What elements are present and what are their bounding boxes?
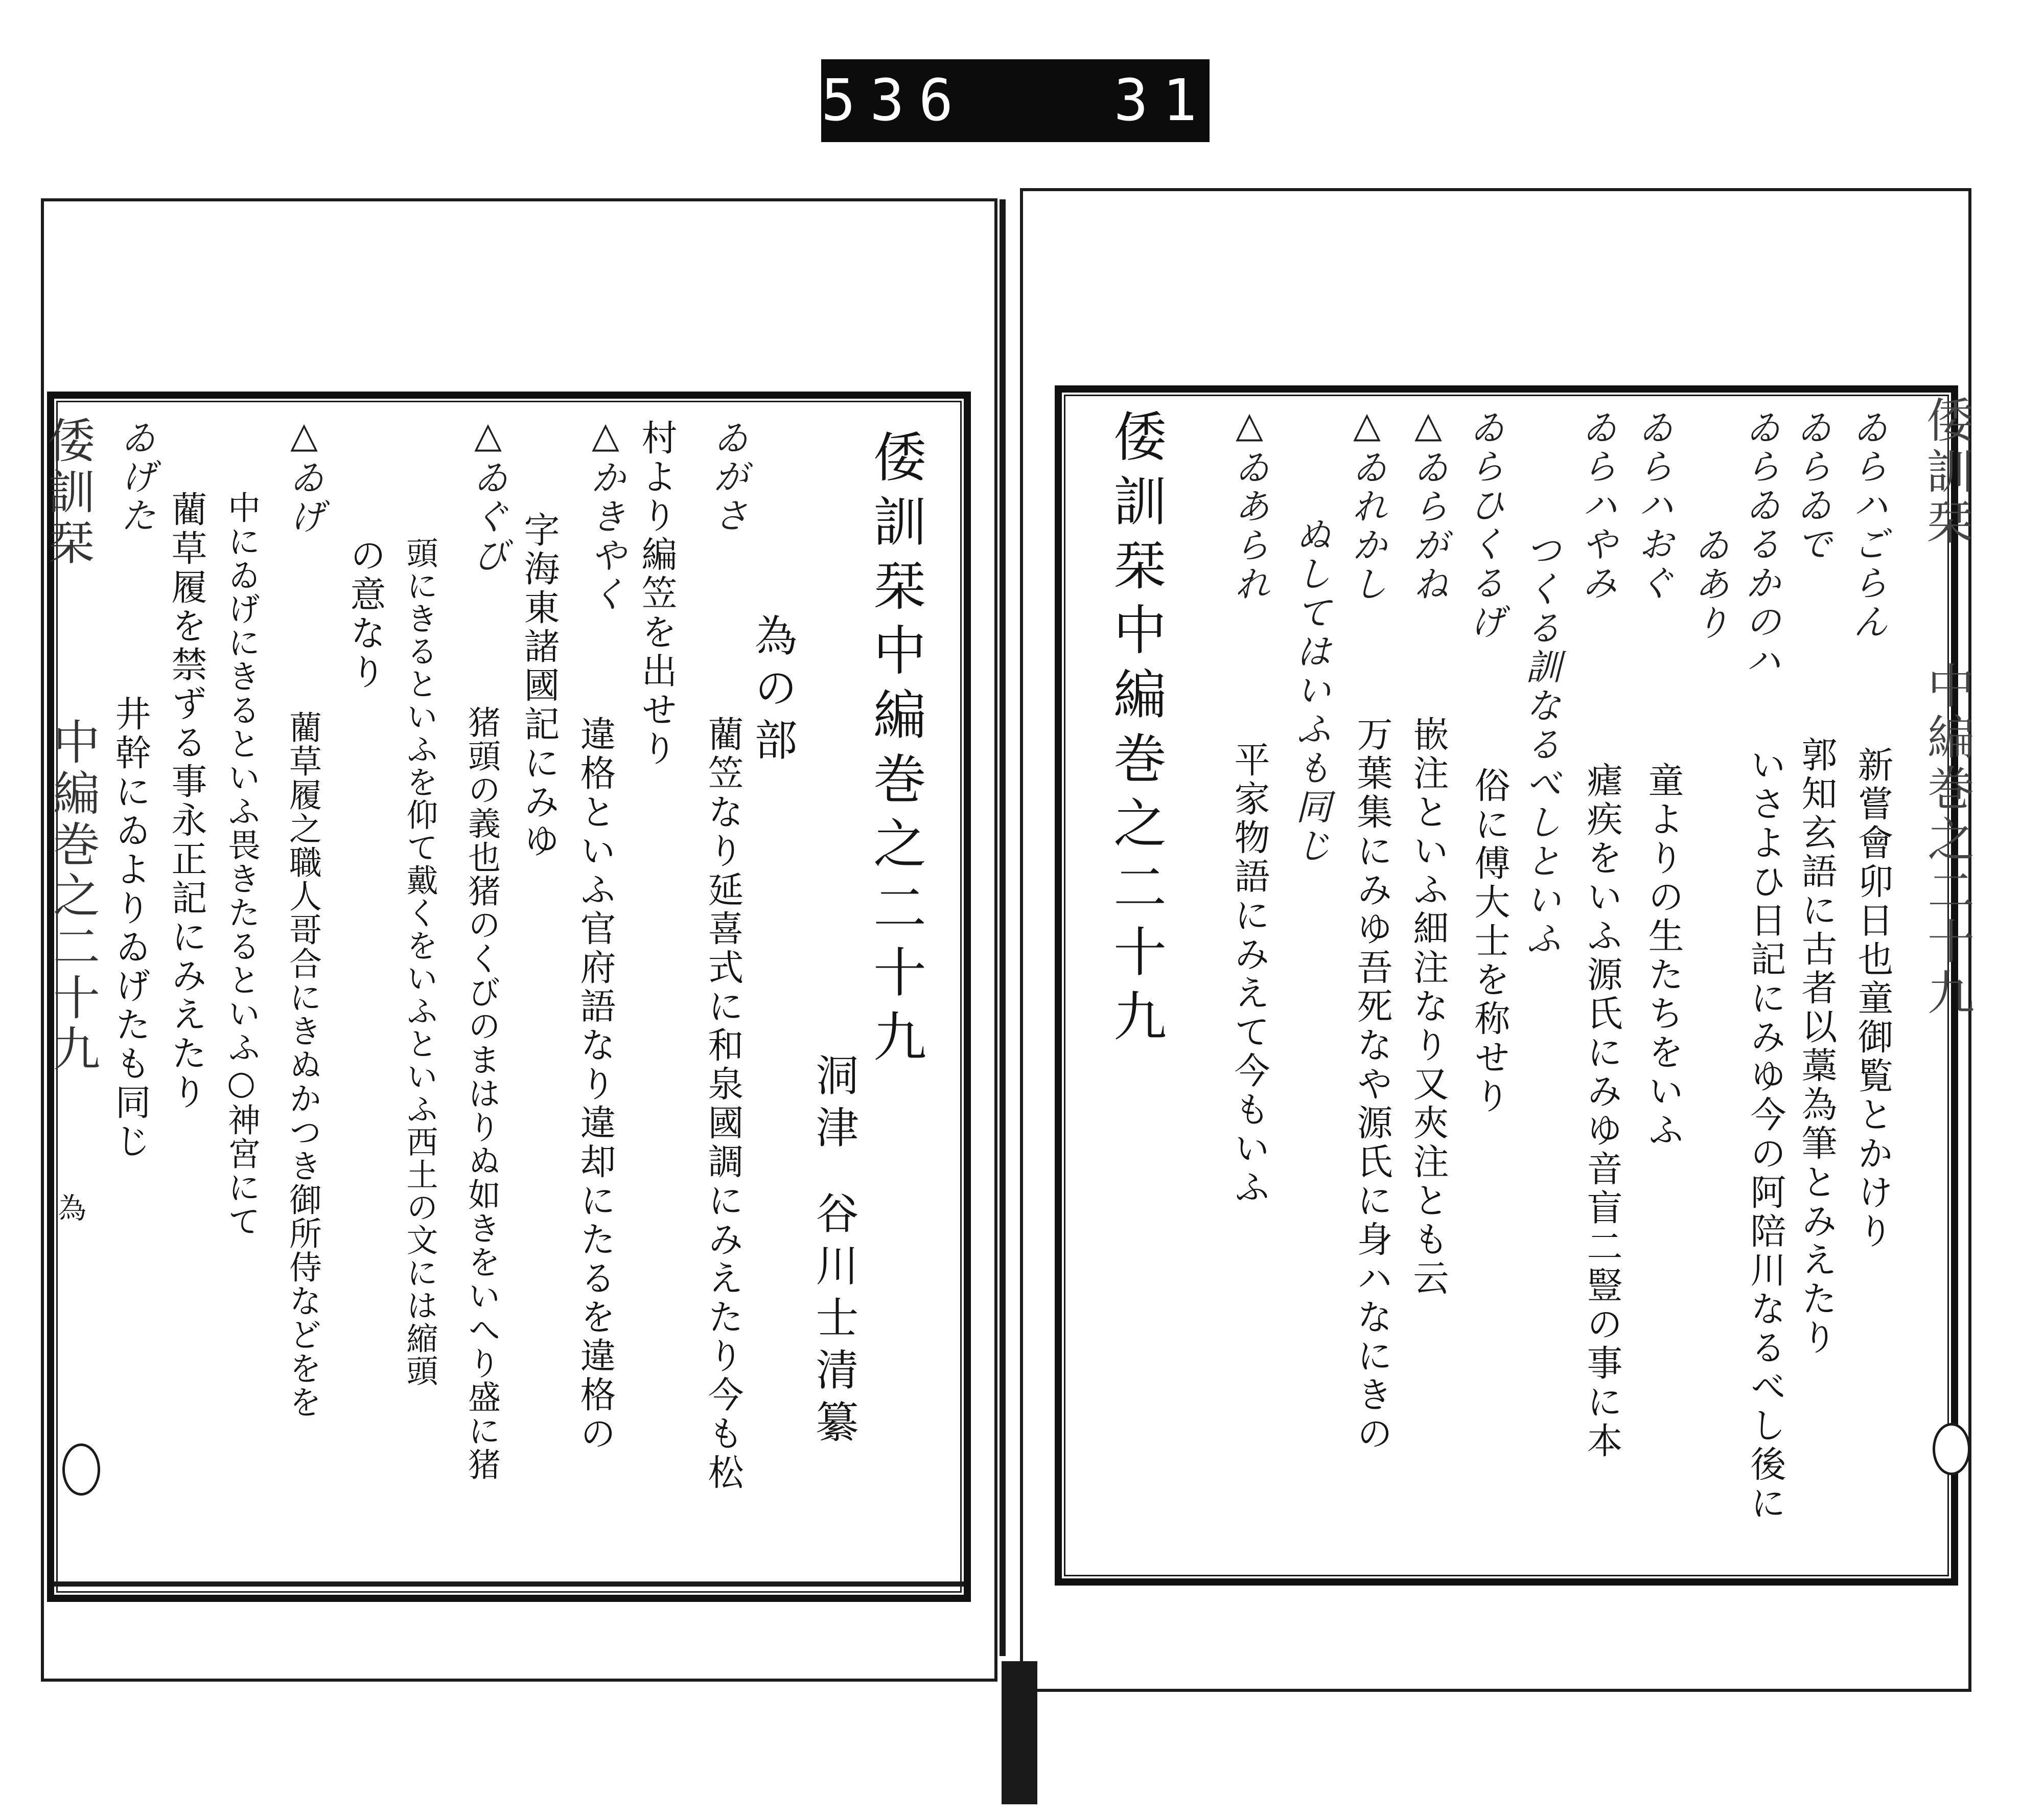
left-entry-column: の意なり bbox=[344, 537, 386, 692]
left-entry-column: 字海東諸國記にみゆ bbox=[518, 511, 560, 861]
right-entry-column: 童よりの生たちをいふ bbox=[1642, 762, 1684, 1150]
right-entry-column: ゐらハごらん bbox=[1847, 409, 1889, 642]
binding-gutter bbox=[1000, 199, 1006, 1656]
right-entry-column: △ゐれかし bbox=[1346, 404, 1388, 604]
right-entry-column: 平家物語にみえて今もいふ bbox=[1228, 741, 1270, 1207]
left-spine-ring bbox=[62, 1443, 100, 1496]
left-entry-column: 村より編笠を出せり bbox=[636, 419, 678, 769]
left-entry-column: ゐがさ bbox=[707, 419, 749, 536]
left-entry-column: 違格といふ官府語なり違却にたるを違格の bbox=[574, 716, 616, 1454]
left-author-name: 谷川士清纂 bbox=[809, 1191, 859, 1452]
left-entry-column: 井幹にゐよりゐげたも同じ bbox=[109, 695, 151, 1161]
left-entry-column: 藺草履之職人哥合にきぬかつき御所侍などをを bbox=[284, 710, 321, 1419]
right-entry-column: ぬしてはいふも同じ bbox=[1290, 516, 1332, 866]
left-entry-column: △ゐぐび bbox=[467, 414, 509, 576]
right-entry-column: △ゐらがね bbox=[1407, 404, 1449, 604]
right-entry-column: ゐらハおぐ bbox=[1632, 409, 1674, 603]
left-page-title: 倭訓栞中編巻之二十九 bbox=[864, 429, 926, 1073]
right-entry-column: △ゐあられ bbox=[1228, 404, 1270, 604]
right-entry-column: 瘧疾をいふ源氏にみゆ音盲二豎の事に本 bbox=[1581, 762, 1623, 1461]
left-entry-column: 中にゐげにきるといふ畏きたるといふ○神宮にて bbox=[222, 491, 260, 1238]
right-entry-column: ゐらゐで bbox=[1791, 409, 1832, 564]
left-entry-column: △ゐげ bbox=[283, 414, 325, 537]
right-entry-column: ゐらハやみ bbox=[1576, 409, 1618, 603]
left-entry-column: 藺草履を禁ずる事永正記にみえたり bbox=[166, 491, 207, 1112]
right-entry-column: ゐらゐるかのハ bbox=[1739, 409, 1781, 681]
right-entry-column: 俗に傅大士を称せり bbox=[1469, 767, 1511, 1116]
right-entry-column: ゐあり bbox=[1688, 526, 1730, 643]
left-entry-column: 猪頭の義也猪のくびのまはりぬ如きをいへり盛に猪 bbox=[462, 705, 500, 1481]
binding-shadow bbox=[1002, 1661, 1037, 1804]
left-entry-column: 藺笠なり延喜式に和泉國調にみえたり今も松 bbox=[702, 716, 744, 1493]
left-entry-column: 頭にきるといふを仰て戴くをいふといふ西土の文には縮頭 bbox=[401, 537, 438, 1387]
call-number-label: 536 318. bbox=[821, 59, 1210, 142]
left-spine-section: 為 bbox=[53, 1193, 86, 1226]
right-entry-column: 新嘗會卯日也童御覧とかけり bbox=[1852, 746, 1894, 1251]
right-page-title: 倭訓栞中編巻之二十九 bbox=[1104, 409, 1167, 1053]
right-entry-column: 嵌注といふ細注なり又夾注とも云 bbox=[1407, 716, 1449, 1298]
right-entry-column: ゐらひくるげ bbox=[1464, 409, 1505, 642]
right-spine-title: 倭訓栞 bbox=[1919, 396, 1973, 549]
right-entry-column: 万葉集にみゆ吾死なや源氏に身ハなにきの bbox=[1351, 716, 1393, 1454]
left-entry-column: ゐげた bbox=[114, 419, 156, 536]
left-bottom-rule bbox=[54, 1581, 964, 1587]
left-entry-column: △かきやく bbox=[585, 414, 626, 614]
right-spine-volume: 中編巻之二十九 bbox=[1920, 661, 1975, 1019]
left-author-place: 洞津 bbox=[809, 1053, 859, 1157]
right-spine-ring bbox=[1933, 1423, 1970, 1475]
left-spine-volume: 中編巻之二十九 bbox=[45, 718, 100, 1075]
left-section-heading: 為の部 bbox=[748, 613, 798, 770]
right-entry-column: つくる訓なるべしといふ bbox=[1520, 532, 1562, 959]
right-entry-column: 郭知玄語に古者以藁為筆とみえたり bbox=[1796, 736, 1838, 1358]
left-spine-title: 倭訓栞 bbox=[40, 416, 95, 569]
right-entry-column: いさよひ日記にみゆ今の阿陪川なるべし後に bbox=[1745, 746, 1786, 1523]
